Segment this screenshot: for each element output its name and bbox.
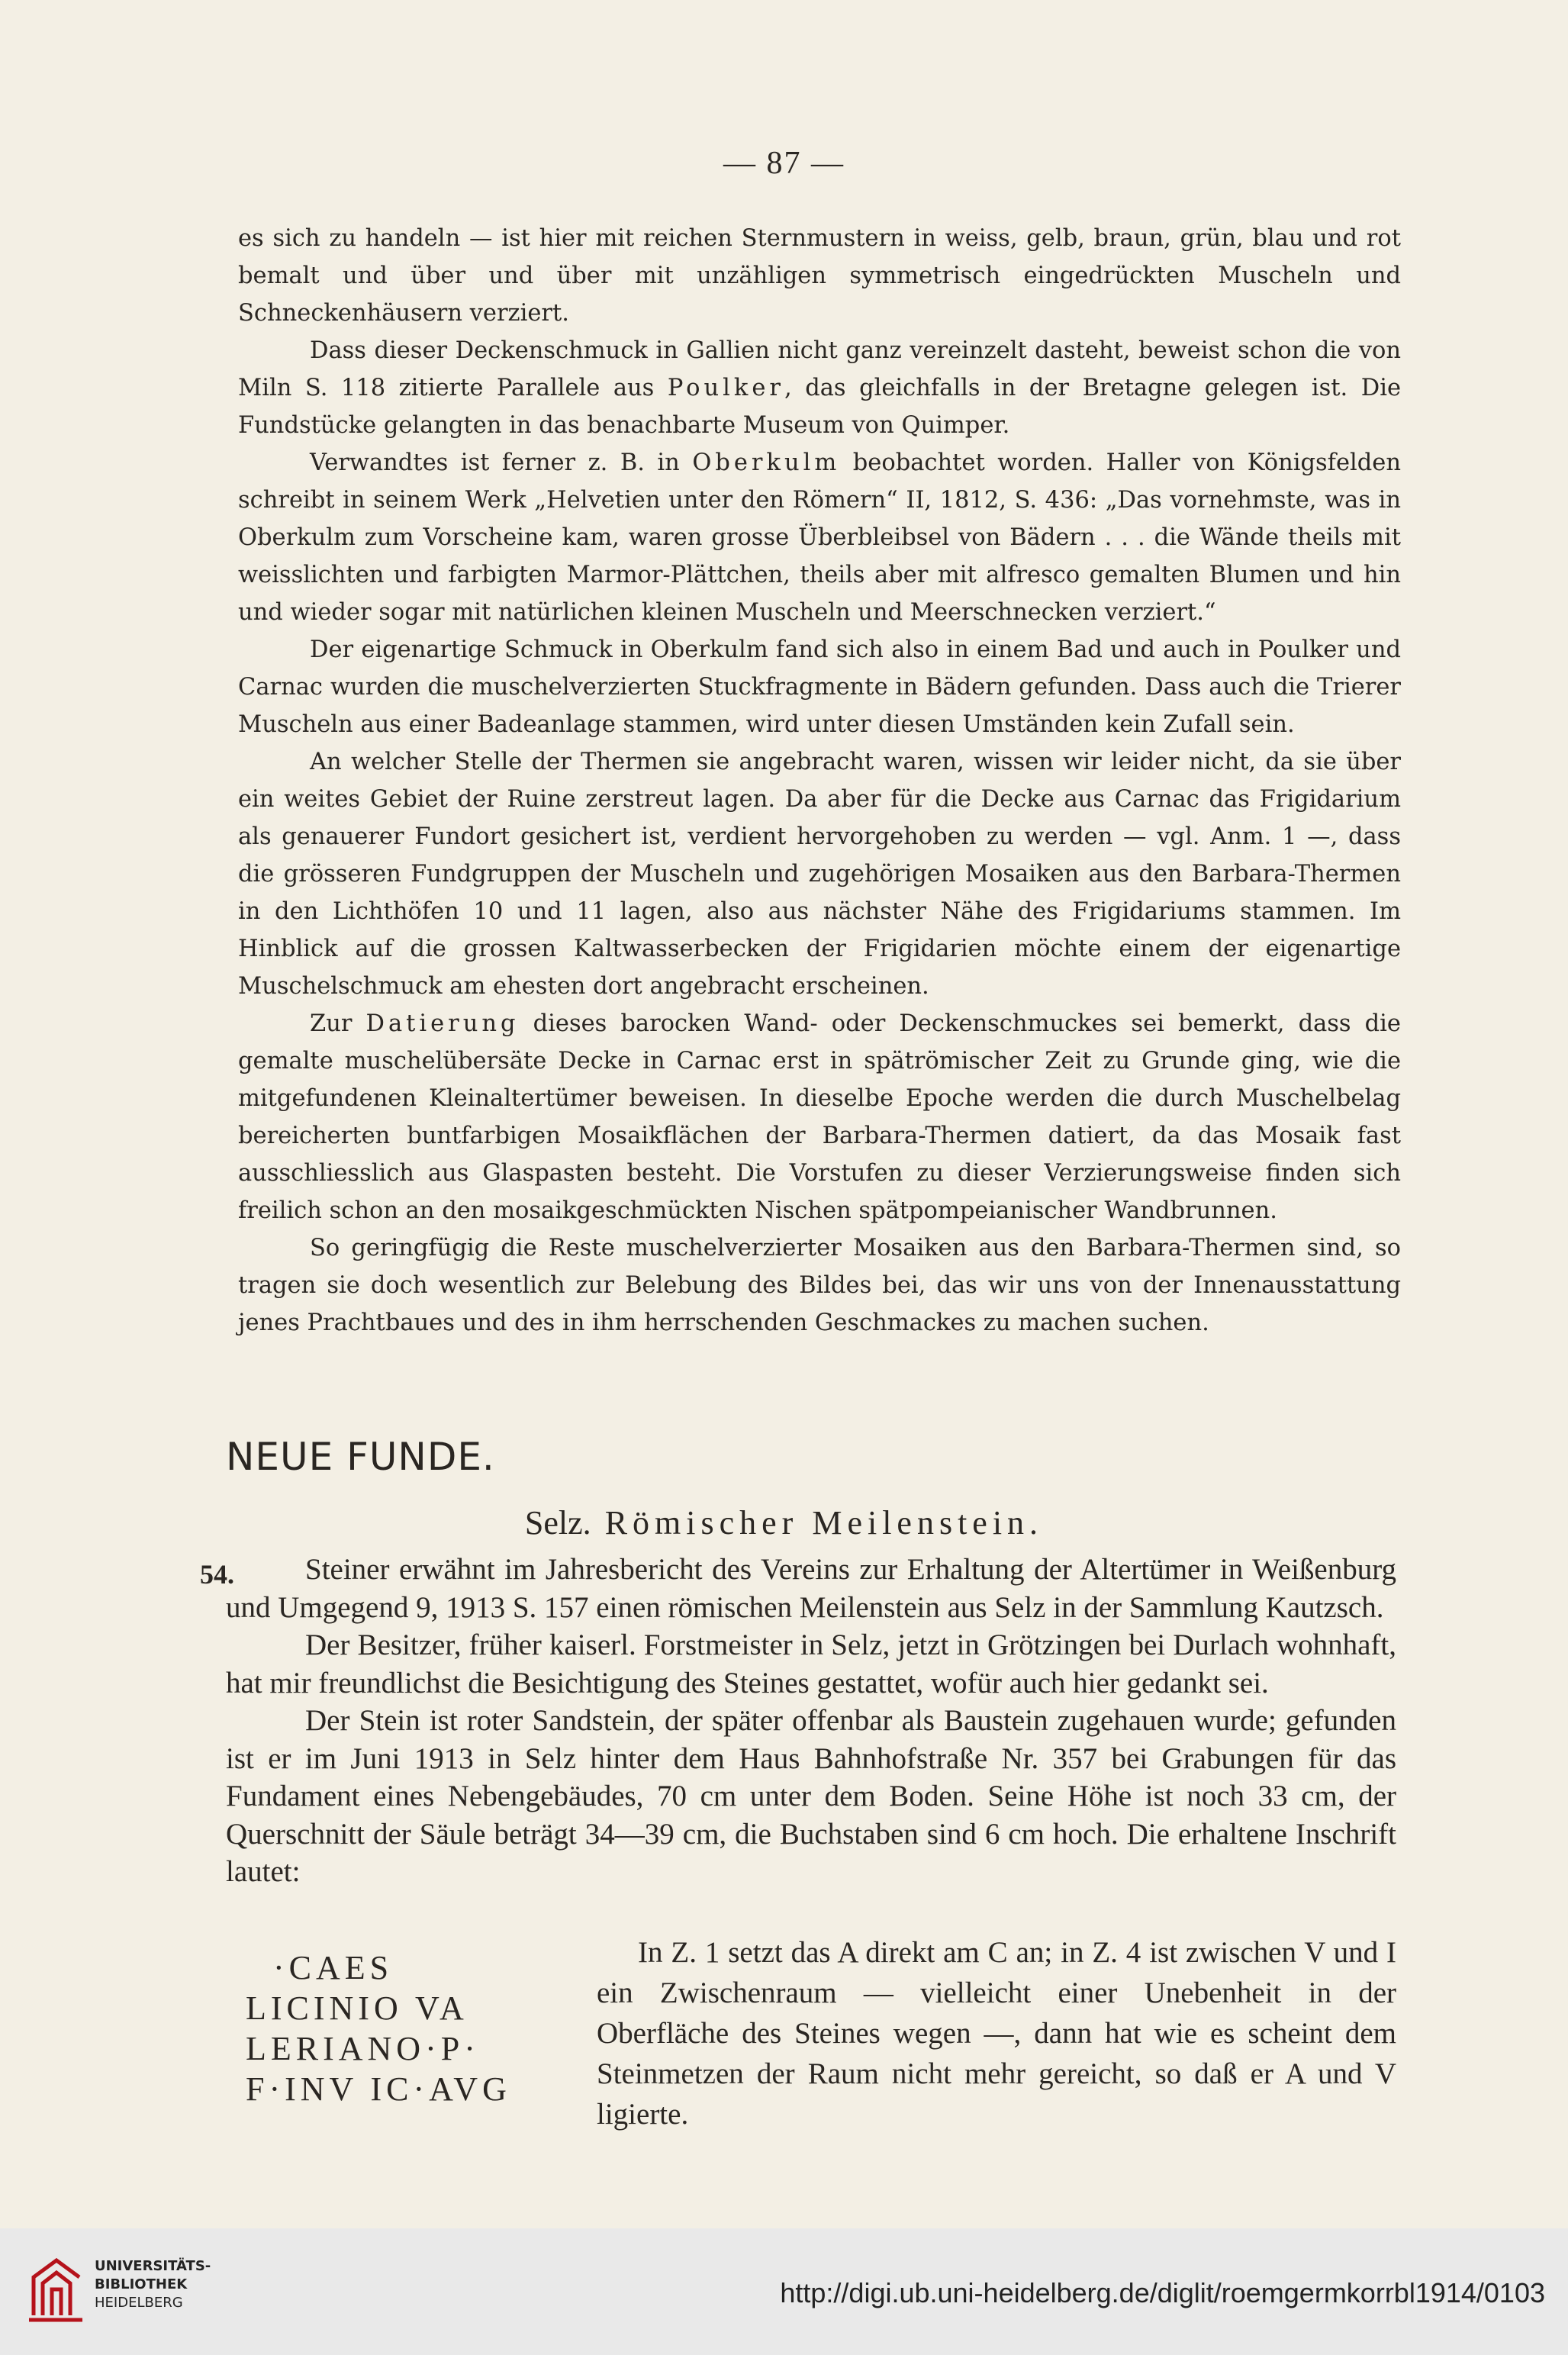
spaced-emphasis: Poulker — [667, 375, 785, 401]
body-text-older — [238, 220, 1401, 1342]
inscription-line: ·CAES — [273, 1949, 394, 1986]
paragraph — [238, 631, 1401, 743]
spaced-emphasis: Oberkulm — [692, 449, 841, 476]
inscription-line: LERIANO·P· — [246, 2030, 480, 2067]
inscription-line: F·INV IC·AVG — [246, 2070, 511, 2108]
paragraph — [238, 332, 1401, 444]
paragraph — [238, 1229, 1401, 1342]
text-run: Zur — [310, 1010, 366, 1037]
spaced-emphasis: Datierung — [365, 1010, 520, 1037]
library-line-3: HEIDELBERG — [95, 2295, 183, 2311]
library-line-2: BIBLIOTHEK — [95, 2276, 188, 2292]
subsection-heading — [0, 1503, 1568, 1542]
section-heading: NEUE FUNDE. — [226, 1435, 495, 1479]
paragraph — [238, 1005, 1401, 1229]
subsection-subject: Römischer Meilenstein. — [604, 1504, 1044, 1542]
text-run: An welcher Stelle der Thermen sie angebracht waren, wissen wir leider nicht, da sie über ein weites Gebiet der Ruine zerstreut lagen. Da aber für die Decke aus Carnac das Frigidarium als genauerer Fundort gesichert ist, verdient hervorgehoben zu werden — vgl. Anm. 1 —, dass die grösseren Fundgruppen der Muscheln und zugehörigen Mosaiken aus den Barbara-Thermen in den Lichthöfen 10 und 11 lagen, also aus nächster Nähe des Frigidariums stammen. Im Hinblick auf die grossen Kaltwasserbecken der Frigidarien möchte einem der eigenartige Muschelschmuck am ehesten dort angebracht erscheinen. — [238, 749, 1401, 1000]
item-number: 54. — [200, 1559, 234, 1590]
page-number: — 87 — — [723, 146, 845, 181]
inscription-note — [597, 1932, 1396, 2134]
subsection-place: Selz. — [524, 1504, 591, 1542]
paragraph — [238, 743, 1401, 1005]
text-run: dieses barocken Wand- oder Deckenschmuckes sei bemerkt, dass die gemalte muschelübersäte Decke in Carnac erst in spätrömischer Zeit zu Grunde ging, wie die mitgefundenen Kleinaltertümer beweisen. In dieselbe Epoche werden die durch Muschelbelag bereicherten buntfarbigen Mosaikflächen der Barbara-Thermen datiert, da das Mosaik fast ausschliesslich aus Glaspasten besteht. Die Vorstufen zu dieser Verzierungsweise finden sich freilich schon an den mosaikgeschmückten Nischen spätpompeianischer Wandbrunnen. — [238, 1010, 1401, 1224]
text-run: es sich zu handeln — ist hier mit reichen Sternmustern in weiss, gelb, braun, grün, blau und rot bemalt und über und über mit unzähligen symmetrisch eingedrückten Muscheln und Schneckenhäusern verziert. — [238, 225, 1401, 327]
inscription-note-text: In Z. 1 setzt das A direkt am C an; in Z. 4 ist zwischen V und I ein Zwischenraum — vielleicht einer Unebenheit in der Oberfläche des Steines wegen —, dann hat wie es scheint dem Steinmetzen der Raum nicht mehr gereicht, so daß er A und V ligierte. — [597, 1936, 1396, 2131]
source-url-link[interactable]: http://digi.ub.uni-heidelberg.de/diglit/roemgermkorrbl1914/0103 — [780, 2277, 1545, 2308]
text-run: Verwandtes ist ferner z. B. in — [310, 449, 693, 476]
body-text-newer — [226, 1551, 1396, 1891]
inscription — [246, 1947, 581, 2109]
heidelberg-library-logo-icon[interactable] — [26, 2254, 85, 2323]
text-run: Dass dieser Deckenschmuck in Gallien nicht ganz vereinzelt dasteht, beweist schon die von Miln S. 118 zitierte Parallele aus — [238, 337, 1401, 401]
inscription-line: LICINIO VA — [246, 1989, 468, 2027]
text-run: Der eigenartige Schmuck in Oberkulm fand sich also in einem Bad und auch in Poulker und Carnac wurden die muschelverzierten Stuckfragmente in Bädern gefunden. Dass auch die Trierer Muscheln aus einer Badeanlage stammen, wird unter diesen Umständen kein Zufall sein. — [238, 636, 1401, 738]
paragraph — [226, 1702, 1396, 1891]
text-run: , das gleichfalls in der Bretagne gelegen ist. Die Fundstücke gelangten in das benachbarte Museum von Quimper. — [238, 375, 1402, 439]
paragraph — [226, 1551, 1396, 1626]
text-run: Der Besitzer, früher kaiserl. Forstmeister in Selz, jetzt in Grötzingen bei Durlach wohnhaft, hat mir freundlichst die Besichtigung des Steines gestattet, wofür auch hier gedankt sei. — [226, 1629, 1396, 1699]
paragraph — [226, 1626, 1396, 1702]
text-run: Der Stein ist roter Sandstein, der später offenbar als Baustein zugehauen wurde; gefunden ist er im Juni 1913 in Selz hinter dem Haus Bahnhofstraße Nr. 357 bei Grabungen für das Fundament eines Nebengebäudes, 70 cm unter dem Boden. Seine Höhe ist noch 33 cm, der Querschnitt der Säule beträgt 34—39 cm, die Buchstaben sind 6 cm hoch. Die erhaltene Inschrift lautet: — [226, 1704, 1396, 1888]
paragraph — [238, 444, 1401, 631]
library-line-1: UNIVERSITÄTS- — [95, 2258, 211, 2274]
text-run: beobachtet worden. Haller von Königsfelden schreibt in seinem Werk „Helvetien unter den Römern“ II, 1812, S. 436: „Das vornehmste, was in Oberkulm zum Vorscheine kam, waren grosse Überbleibsel von Bädern . . . die Wände theils mit weisslichten und farbigten Marmor-Plättchen, theils aber mit alfresco gemalten Blumen und hin und wieder sogar mit natürlichen kleinen Muscheln und Meerschnecken verziert.“ — [238, 449, 1401, 626]
paragraph — [238, 220, 1401, 332]
footer-bar — [0, 2228, 1568, 2355]
text-run: So geringfügig die Reste muschelverzierter Mosaiken aus den Barbara-Thermen sind, so tragen sie doch wesentlich zur Belebung des Bildes bei, das wir uns von der Innenausstattung jenes Prachtbaues und des in ihm herrschenden Geschmackes zu machen suchen. — [238, 1235, 1401, 1336]
library-name — [95, 2257, 211, 2312]
text-run: Steiner erwähnt im Jahresbericht des Vereins zur Erhaltung der Altertümer in Weißenburg und Umgegend 9, 1913 S. 157 einen römischen Meilenstein aus Selz in der Sammlung Kautzsch. — [226, 1553, 1396, 1624]
